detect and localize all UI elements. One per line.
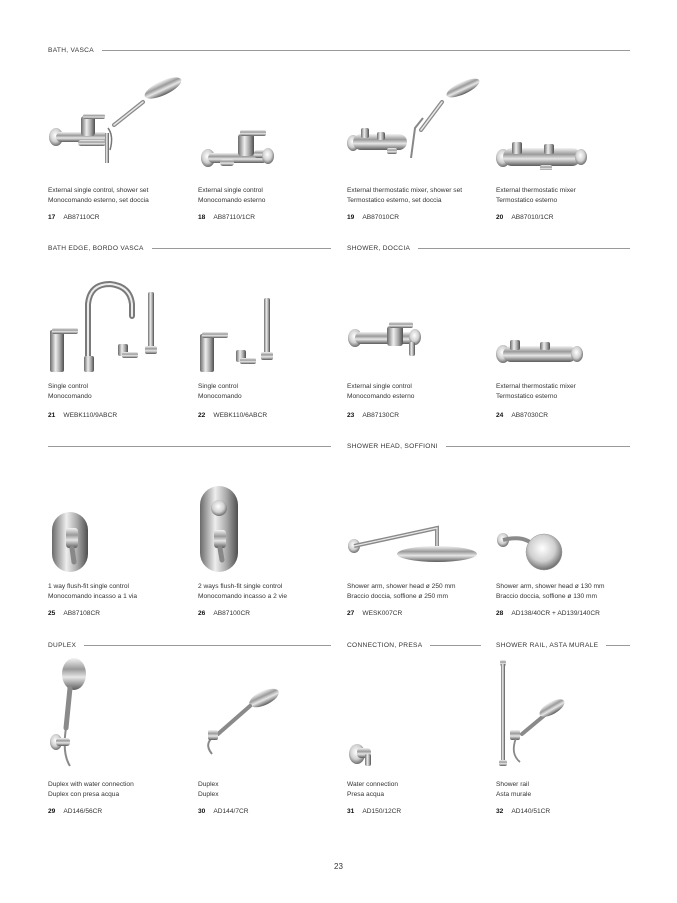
divider <box>84 645 331 646</box>
thermostatic-mixer-icon <box>496 274 636 374</box>
product-description: Duplex with water connection Duplex con presa acqua <box>48 781 134 798</box>
divider <box>48 446 331 447</box>
divider <box>446 446 630 447</box>
product-code: 20 AB87010/1CR <box>496 214 554 221</box>
product-description: External thermostatic mixer, shower set Termostatico esterno, set doccia <box>347 187 463 204</box>
section-bath-edge <box>48 242 331 254</box>
section-shower-head <box>347 440 630 452</box>
product-card <box>198 58 338 228</box>
product-description: External single control Monocomando esterno <box>347 383 415 400</box>
bath-mixer-icon <box>198 70 338 170</box>
product-code: 18 AB87110/1CR <box>198 214 256 221</box>
product-code: 29 AD146/56CR <box>48 808 103 815</box>
product-card <box>347 652 487 822</box>
product-card <box>496 256 636 426</box>
section-title: BATH, VASCA <box>48 46 94 54</box>
product-description: Shower arm, shower head ø 130 mm Braccio doccia, soffione ø 130 mm <box>496 583 605 600</box>
flush-mixer-1way-icon <box>48 478 188 578</box>
product-card <box>48 454 188 624</box>
shower-arm-head-250-icon <box>347 478 487 578</box>
product-card <box>198 652 338 822</box>
divider <box>418 248 630 249</box>
product-card <box>347 454 487 624</box>
flush-mixer-2way-icon <box>198 478 338 578</box>
product-code: 31 AD150/12CR <box>347 808 402 815</box>
product-card <box>48 58 188 228</box>
bath-edge-set-icon <box>198 274 338 374</box>
product-card <box>496 652 636 822</box>
duplex-connection-icon <box>48 658 188 768</box>
section-shower <box>347 242 630 254</box>
product-code: 25 AB87108CR <box>48 610 100 617</box>
product-description: Single control Monocomando <box>198 383 242 400</box>
section-title: CONNECTION, PRESA <box>347 641 423 649</box>
divider <box>606 645 630 646</box>
product-card <box>198 454 338 624</box>
product-code: 19 AB87010CR <box>347 214 399 221</box>
product-code: 23 AB87130CR <box>347 412 399 419</box>
product-card <box>347 256 487 426</box>
section-title: BATH EDGE, BORDO VASCA <box>48 244 144 252</box>
thermostatic-shower-set-icon <box>347 70 487 170</box>
section-title: SHOWER HEAD, SOFFIONI <box>347 442 438 450</box>
product-description: 2 ways flush-fit single control Monocomando incasso a 2 vie <box>198 583 288 600</box>
product-card <box>496 454 636 624</box>
product-description: External single control, shower set Monocomando esterno, set doccia <box>48 187 149 204</box>
divider <box>102 50 630 51</box>
product-card <box>48 652 188 822</box>
shower-rail-icon <box>496 658 636 768</box>
product-code: 28 AD138/40CR + AD139/140CR <box>496 610 600 617</box>
product-card <box>48 256 188 426</box>
water-connection-icon <box>347 670 487 770</box>
page-number: 23 <box>334 862 343 871</box>
section-title: SHOWER, DOCCIA <box>347 244 411 252</box>
product-description: Shower arm, shower head ø 250 mm Braccio doccia, soffione ø 250 mm <box>347 583 456 600</box>
product-description: 1 way flush-fit single control Monocomando incasso a 1 via <box>48 583 138 600</box>
product-description: External thermostatic mixer Termostatico esterno <box>496 383 576 400</box>
thermostatic-mixer-icon <box>496 70 636 170</box>
product-card <box>347 58 487 228</box>
section-title: DUPLEX <box>48 641 77 649</box>
bath-shower-set-icon <box>48 70 188 170</box>
product-description: Duplex Duplex <box>198 781 219 798</box>
product-code: 22 WEBK110/6ABCR <box>198 412 268 419</box>
product-code: 27 WESK007CR <box>347 610 403 617</box>
product-code: 30 AD144/7CR <box>198 808 249 815</box>
section-bath <box>48 44 630 56</box>
product-description: External thermostatic mixer Termostatico esterno <box>496 187 576 204</box>
product-card <box>198 256 338 426</box>
bath-edge-set-icon <box>48 274 188 374</box>
divider <box>430 645 481 646</box>
product-card <box>496 58 636 228</box>
section-shower-rail <box>496 639 630 651</box>
product-code: 17 AB87110CR <box>48 214 100 221</box>
product-code: 21 WEBK110/9ABCR <box>48 412 118 419</box>
product-description: Shower rail Asta murale <box>496 781 532 798</box>
section-connection <box>347 639 481 651</box>
product-description: Single control Monocomando <box>48 383 92 400</box>
shower-mixer-icon <box>347 274 487 374</box>
shower-arm-head-130-icon <box>496 478 636 578</box>
section-duplex <box>48 639 331 651</box>
duplex-icon <box>198 670 338 770</box>
product-code: 26 AB87100CR <box>198 610 250 617</box>
section-separator <box>48 440 331 452</box>
product-code: 24 AB87030CR <box>496 412 548 419</box>
product-description: External single control Monocomando esterno <box>198 187 266 204</box>
section-title: SHOWER RAIL, ASTA MURALE <box>496 641 599 649</box>
product-code: 32 AD140/51CR <box>496 808 551 815</box>
product-description: Water connection Presa acqua <box>347 781 399 798</box>
divider <box>152 248 331 249</box>
